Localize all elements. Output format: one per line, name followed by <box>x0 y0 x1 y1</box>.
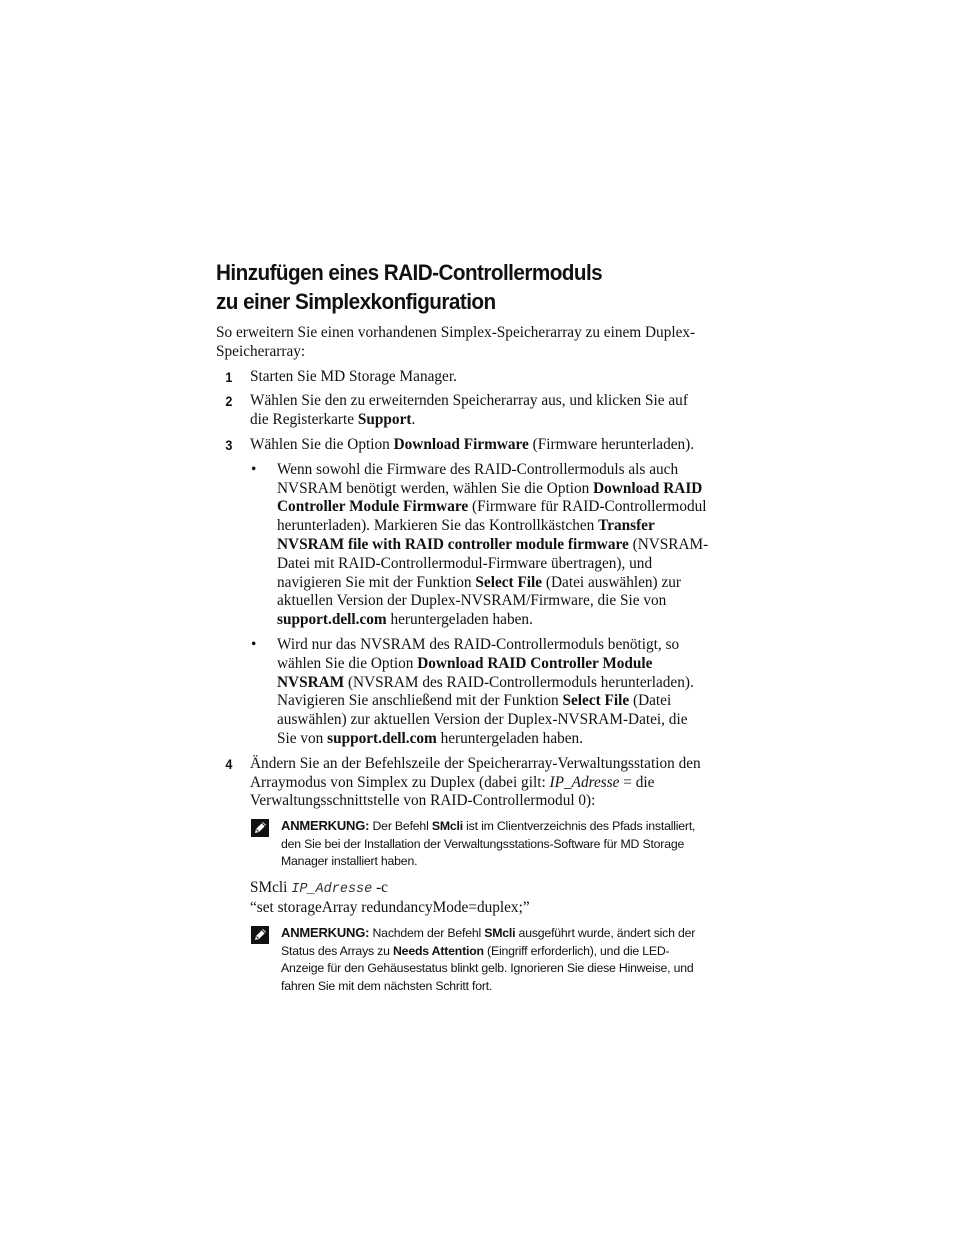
step-1: 1 Starten Sie MD Storage Manager. <box>225 367 457 385</box>
bullet-item: • Wenn sowohl die Firmware des RAID-Controllermoduls als auch NVSRAM benötigt werden, wählen Sie die Option Download RAID Controller Module Firmware (Firmware für RAID-Controllermodul herunterladen). Markieren Sie das Kontrollkästchen Transfer NVSRAM file with RAID controller module firmware (NVSRAM-Datei mit RAID-Controllermodul-Firmware übertragen), und navigieren Sie mit der Funktion Select File (Datei auswählen) zur aktuellen Version der Duplex-NVSRAM/Firmware, die Sie von support.dell.com heruntergeladen haben. <box>251 460 709 629</box>
note-label: ANMERKUNG: <box>281 925 370 941</box>
page-title: Hinzufügen eines RAID-Controllermoduls zu einer Simplexkonfiguration <box>216 260 603 314</box>
bullet-icon: • <box>251 635 257 653</box>
note-box: ANMERKUNG: Der Befehl SMcli ist im Clientverzeichnis des Pfads installiert, den Sie bei der Installation der Verwaltungsstations-Software für MD Storage Manager installiert haben. <box>216 817 710 871</box>
page-content <box>216 258 710 1003</box>
pencil-note-icon <box>250 818 270 838</box>
command-line: SMcli IP_Adresse -c “set storageArray redundancyMode=duplex;” <box>250 878 530 917</box>
bullet-item: • Wird nur das NVSRAM des RAID-Controllermoduls benötigt, so wählen Sie die Option Download RAID Controller Module NVSRAM (NVSRAM des RAID-Controllermoduls herunterladen). Navigieren Sie anschließend mit der Funktion Select File (Datei auswählen) zur aktuellen Version der Duplex-NVSRAM-Datei, die Sie von support.dell.com heruntergeladen haben. <box>251 635 694 747</box>
note-label: ANMERKUNG: <box>281 818 370 834</box>
intro-paragraph: So erweitern Sie einen vorhandenen Simplex-Speicherarray zu einem Duplex-Speicherarray: <box>216 324 696 360</box>
step-number: 2 <box>225 393 233 410</box>
step-number: 3 <box>225 436 233 453</box>
bullet-icon: • <box>251 460 257 478</box>
pencil-note-icon <box>250 925 270 945</box>
step-number: 1 <box>225 368 233 385</box>
step-4: 4 Ändern Sie an der Befehlszeile der Speicherarray-Verwaltungsstation den Arraymodus von Simplex zu Duplex (dabei gilt: IP_Adresse = die Verwaltungsschnittstelle von RAID-Controllermodul 0): <box>225 754 701 810</box>
command-argument: IP_Adresse <box>291 881 373 897</box>
step-3: 3 Wählen Sie die Option Download Firmware (Firmware herunterladen). <box>225 435 695 453</box>
note-box: ANMERKUNG: Nachdem der Befehl SMcli ausgeführt wurde, ändert sich der Status des Arrays zu Needs Attention (Eingriff erforderlich), und die LED-Anzeige für den Gehäusestatus blinkt gelb. Ignorieren Sie diese Hinweise, und fahren Sie mit dem nächsten Schritt fort. <box>216 924 710 995</box>
step-number: 4 <box>225 755 233 772</box>
step-2: 2 Wählen Sie den zu erweiternden Speicherarray aus, und klicken Sie auf die Registerkarte Support. <box>225 392 688 429</box>
